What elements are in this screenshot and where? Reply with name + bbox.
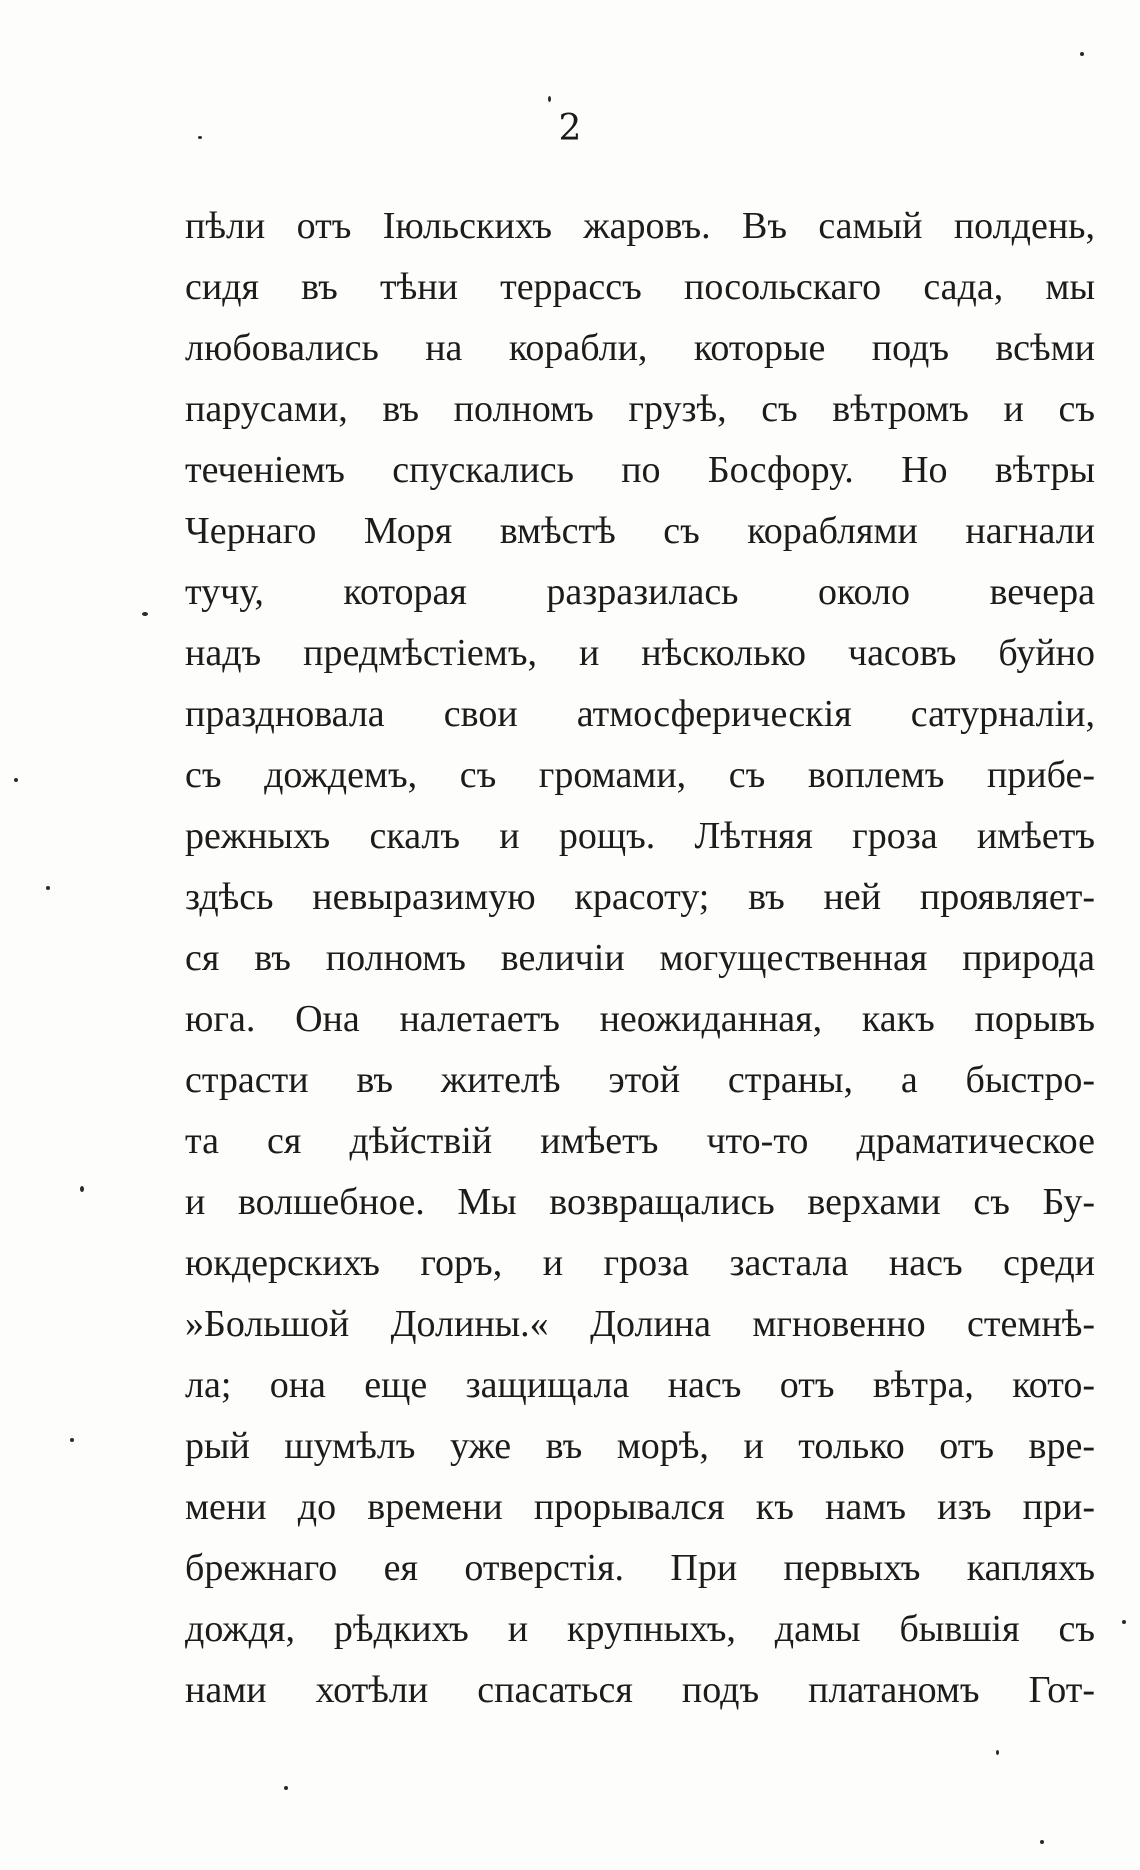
text-line: режныхъ скалъ и рощъ. Лѣтняя гроза имѣетъ [185, 815, 1095, 857]
body-text [185, 196, 1095, 1721]
scan-speck [70, 1438, 74, 1442]
scan-speck [1040, 1840, 1044, 1844]
text-line: любовались на корабли, которые подъ всѣми [185, 327, 1095, 369]
text-line: страсти въ жителѣ этой страны, а быстро- [185, 1059, 1095, 1101]
text-line: ла; она еще защищала насъ отъ вѣтра, кото- [185, 1364, 1095, 1406]
scan-speck [46, 886, 50, 890]
text-line: парусами, въ полномъ грузѣ, съ вѣтромъ и съ [185, 388, 1095, 430]
text-line: рый шумѣлъ уже въ морѣ, и только отъ вре- [185, 1425, 1095, 1467]
text-line: съ дождемъ, съ громами, съ воплемъ прибе- [185, 754, 1095, 796]
text-line: теченіемъ спускались по Босфору. Но вѣтры [185, 449, 1095, 491]
text-line: юга. Она налетаетъ неожиданная, какъ порывъ [185, 998, 1095, 1040]
scan-speck [142, 612, 148, 616]
scan-speck [1080, 52, 1084, 56]
text-line: брежнаго ея отверстія. При первыхъ капляхъ [185, 1547, 1095, 1589]
text-line: здѣсь невыразимую красоту; въ ней проявляет- [185, 876, 1095, 918]
text-line: »Большой Долины.« Долина мгновенно стемнѣ- [185, 1303, 1095, 1345]
text-line: нами хотѣли спасаться подъ платаномъ Гот- [185, 1669, 1095, 1711]
text-line: и волшебное. Мы возвращались верхами съ Бу- [185, 1181, 1095, 1223]
scan-speck [14, 778, 18, 782]
text-line: юкдерскихъ горъ, и гроза застала насъ среди [185, 1242, 1095, 1284]
text-line: пѣли отъ Іюльскихъ жаровъ. Въ самый полдень, [185, 205, 1095, 247]
text-line: ся въ полномъ величіи могущественная природа [185, 937, 1095, 979]
text-line: тучу, которая разразилась около вечера [185, 571, 1095, 613]
scan-speck [1122, 1620, 1126, 1624]
text-line: та ся дѣйствій имѣетъ что-то драматическое [185, 1120, 1095, 1162]
page-number: 2 [558, 108, 582, 149]
text-line: надъ предмѣстіемъ, и нѣсколько часовъ буйно [185, 632, 1095, 674]
text-line: мени до времени прорывался къ намъ изъ при- [185, 1486, 1095, 1528]
scan-speck [996, 1750, 999, 1755]
scan-speck [80, 1186, 84, 1192]
text-line: сидя въ тѣни террассъ посольскаго сада, мы [185, 266, 1095, 308]
text-line: дождя, рѣдкихъ и крупныхъ, дамы бывшія съ [185, 1608, 1095, 1650]
scan-speck [198, 136, 202, 139]
text-line: праздновала свои атмосферическія сатурналіи, [185, 693, 1095, 735]
text-line: Чернаго Моря вмѣстѣ съ кораблями нагнали [185, 510, 1095, 552]
scan-speck [284, 1786, 288, 1790]
scan-speck [548, 96, 551, 102]
